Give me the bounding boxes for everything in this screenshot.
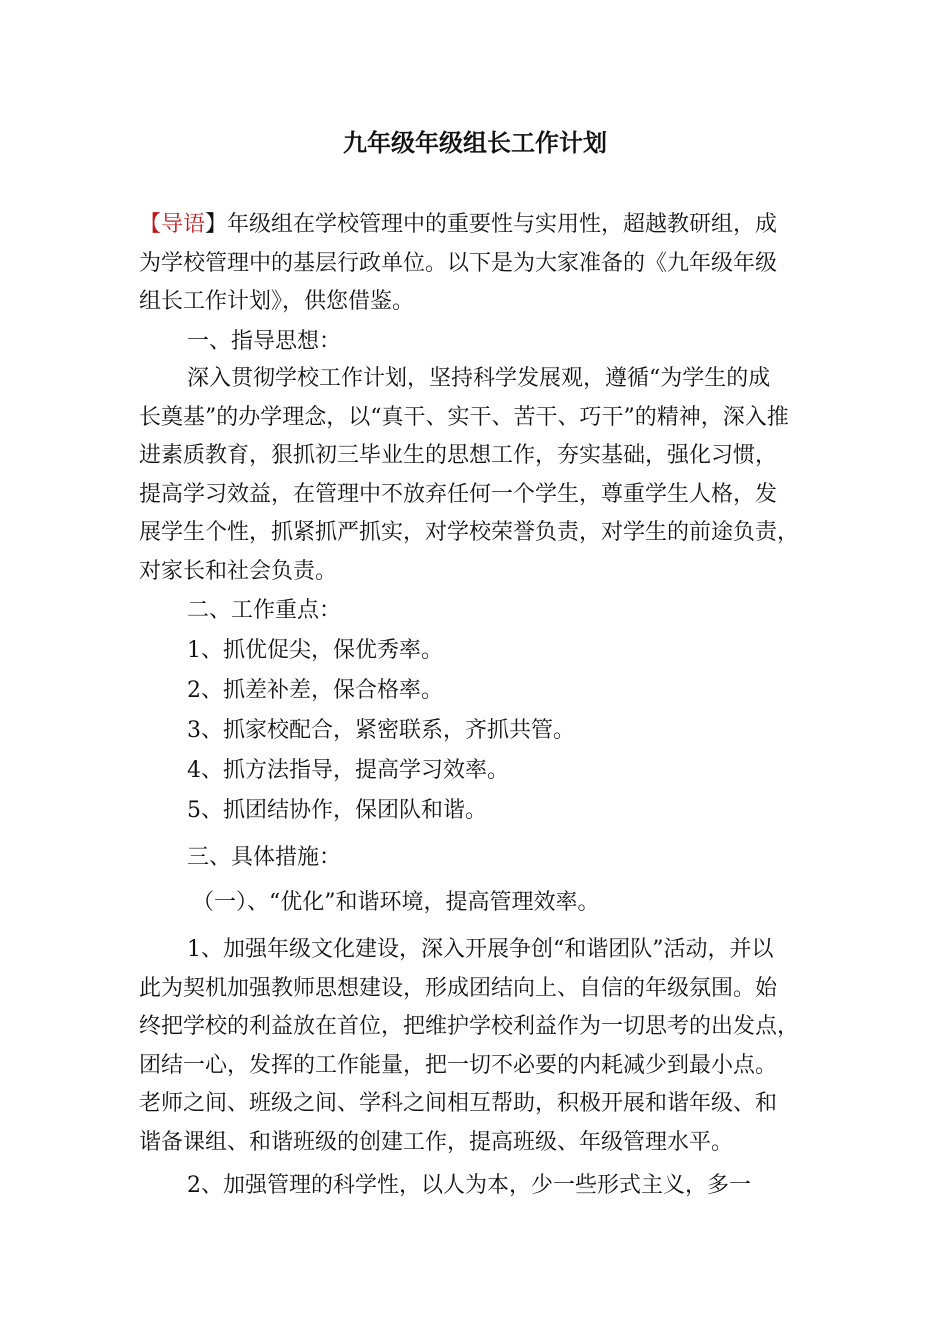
list-item: 3、抓家校配合，紧密联系，齐抓共管。: [187, 718, 575, 743]
paragraph-line: 深入贯彻学校工作计划，坚持科学发展观，遵循“为学生的成: [187, 366, 771, 391]
list-item: 2、抓差补差，保合格率。: [187, 678, 443, 703]
paragraph-line: 提高学习效益，在管理中不放弃任何一个学生，尊重学生人格，发: [139, 481, 778, 507]
paragraph-line: 长奠基”的办学理念，以“真干、实干、苦干、巧干”的精神，深入推: [139, 404, 789, 430]
paragraph-line: 展学生个性，抓紧抓严抓实，对学校荣誉负责，对学生的前途负责，: [139, 520, 800, 546]
list-item: 4、抓方法指导，提高学习效率。: [187, 758, 509, 783]
bracket-close: 】: [205, 212, 228, 237]
intro-line: 为学校管理中的基层行政单位。以下是为大家准备的《九年级年级: [139, 250, 778, 276]
paragraph-line: 对家长和社会负责。: [139, 558, 338, 584]
intro-line: 组长工作计划》，供您借鉴。: [139, 289, 415, 315]
intro-line: [139, 206, 839, 245]
bracket-open: 【: [139, 212, 162, 237]
paragraph-line: 进素质教育，狠抓初三毕业生的思想工作，夯实基础，强化习惯，: [139, 443, 778, 469]
section-heading: 一、指导思想：: [187, 329, 342, 354]
paragraph-line: 终把学校的利益放在首位，把维护学校利益作为一切思考的出发点，: [139, 1014, 800, 1040]
paragraph-line: 谐备课组、和谐班级的创建工作，提高班级、年级管理水平。: [139, 1129, 734, 1155]
section-heading: 二、工作重点：: [187, 598, 342, 623]
list-item: 1、抓优促尖，保优秀率。: [187, 638, 443, 663]
subsection-heading: （一）、“优化”和谐环境，提高管理效率。: [192, 890, 600, 915]
page-title: 九年级年级组长工作计划: [343, 129, 607, 157]
intro-text: 年级组在学校管理中的重要性与实用性，超越教研组，成: [227, 212, 778, 237]
intro-tag: 导语: [161, 212, 206, 237]
paragraph-line: 2、加强管理的科学性，以人为本，少一些形式主义，多一: [187, 1173, 751, 1198]
paragraph-line: 1、加强年级文化建设，深入开展争创“和谐团队”活动，并以: [187, 937, 774, 962]
section-heading: 三、具体措施：: [187, 845, 342, 870]
measure1-paragraph: [139, 931, 839, 1163]
intro-paragraph: [139, 206, 839, 322]
paragraph-line: 团结一心，发挥的工作能量，把一切不必要的内耗减少到最小点。: [139, 1052, 778, 1078]
paragraph-line: 此为契机加强教师思想建设，形成团结向上、自信的年级氛围。始: [139, 975, 778, 1001]
paragraph-line: 老师之间、班级之间、学科之间相互帮助，积极开展和谐年级、和: [139, 1091, 778, 1117]
list-item: 5、抓团结协作，保团队和谐。: [187, 798, 487, 823]
section1-paragraph: [139, 360, 839, 592]
